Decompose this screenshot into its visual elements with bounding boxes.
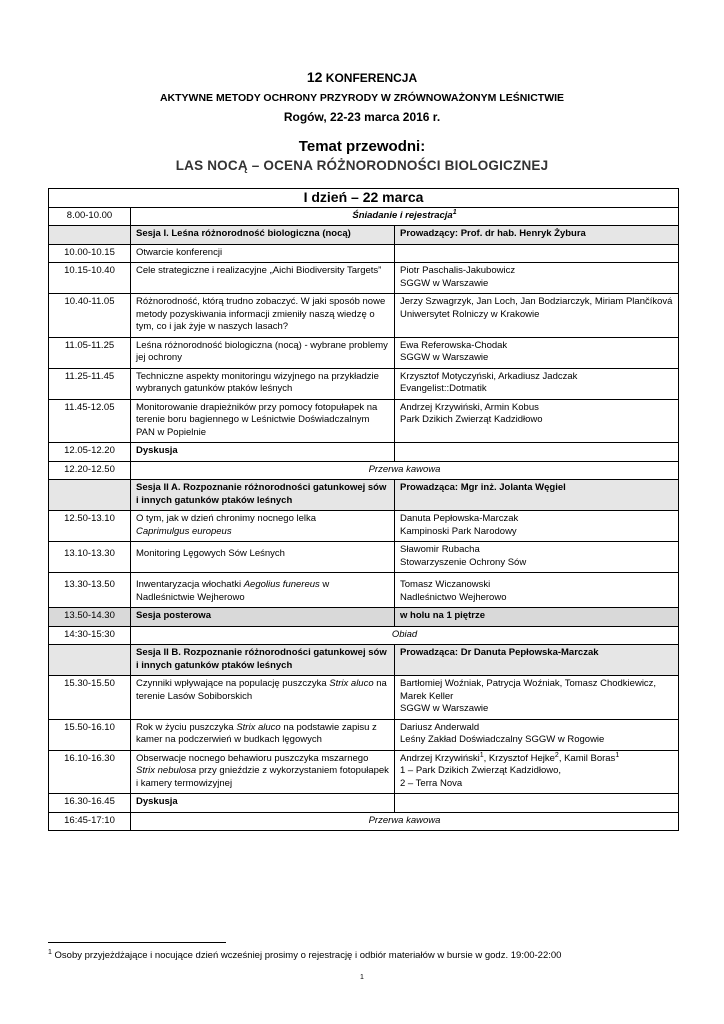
time-cell: 15.30-15.50 [49, 676, 131, 720]
day-title: I dzień – 22 marca [49, 189, 679, 208]
speaker-names: Danuta Pepłowska-Marczak [400, 513, 519, 524]
session-row [49, 645, 679, 676]
speaker-name: Andrzej Krzywiński [400, 752, 480, 764]
time-cell: 11.45-12.05 [49, 399, 131, 443]
time-cell: 15.50-16.10 [49, 719, 131, 750]
talk-title-cell [131, 511, 395, 542]
table-row [49, 461, 679, 480]
table-row [49, 511, 679, 542]
conference-number-line [0, 69, 724, 85]
talk-title: O tym, jak w dzień chronimy nocnego lelka [136, 513, 317, 524]
session-title: Sesja I. Leśna różnorodność biologiczna (nocą) [131, 226, 395, 245]
speaker-cell [395, 368, 679, 399]
time-cell: 8.00-10.00 [49, 207, 131, 226]
species-name: Strix aluco [329, 678, 374, 689]
talk-title-post: na podstawie zapisu z kamer na podczerwień w budkach lęgowych [136, 721, 377, 745]
day-header-row [49, 189, 679, 208]
table-row [49, 443, 679, 462]
footnote-mark: 1 [48, 948, 52, 956]
talk-title: Cele strategiczne i realizacyjne „Aichi Biodiversity Targets” [131, 263, 395, 294]
speaker-names: Dariusz Anderwald [400, 721, 480, 733]
session-host: Prowadząca: Dr Danuta Pepłowska-Marczak [395, 645, 679, 676]
species-name: Aegolius funereus [243, 579, 320, 590]
talk-title: Otwarcie konferencji [131, 244, 395, 263]
talk-title-cell [131, 676, 395, 720]
time-cell: 10.40-11.05 [49, 294, 131, 338]
table-row [49, 542, 679, 573]
session-title: Sesja II B. Rozpoznanie różnorodności gatunkowej sów i innych gatunków ptaków leśnych [131, 645, 395, 676]
speaker-cell [395, 719, 679, 750]
speaker-names [400, 753, 673, 766]
coffee-break-cell: Przerwa kawowa [131, 461, 679, 480]
time-cell: 12.20-12.50 [49, 461, 131, 480]
talk-title-pre: Rok w życiu puszczyka [136, 721, 234, 733]
footnote [48, 950, 561, 961]
theme-label: Temat przewodni: [298, 138, 426, 155]
talk-title-post: przy gnieździe z wykorzystaniem fotopułapek i kamery termowizyjnej [136, 765, 389, 789]
lunch-cell: Obiad [131, 626, 679, 645]
time-cell: 13.30-13.50 [49, 573, 131, 608]
speaker-cell [395, 511, 679, 542]
talk-title: Monitorowanie drapieżników przy pomocy fotopułapek na terenie boru bagiennego w Leśnictwie Doświadczalnym PAN w Popielnie [131, 399, 395, 443]
time-cell: 13.10-13.30 [49, 542, 131, 573]
empty-cell [49, 226, 131, 245]
empty-cell [395, 443, 679, 462]
talk-title: Techniczne aspekty monitoringu wizyjnego na przykładzie wybranych gatunków ptaków leśnych [131, 368, 395, 399]
theme-title: LAS NOCĄ – OCENA RÓŻNORODNOŚCI BIOLOGICZNEJ [175, 158, 549, 173]
footnote-text: Osoby przyjeżdżające i nocujące dzień wcześniej prosimy o rejestrację i odbiór materiałów w bursie w godz. 19:00-22:00 [54, 950, 562, 961]
table-row [49, 368, 679, 399]
speaker-org: Nadleśnictwo Wejherowo [400, 591, 507, 603]
speaker-org: Kampinoski Park Narodowy [400, 525, 517, 537]
session-title: Sesja II A. Rozpoznanie różnorodności gatunkowej sów i innych gatunków ptaków leśnych [131, 480, 395, 511]
talk-title-post: w Nadleśnictwie Wejherowo [136, 579, 330, 603]
time-cell: 16.10-16.30 [49, 750, 131, 794]
affiliation-ref: 1 [615, 751, 620, 759]
table-row [49, 608, 679, 627]
table-row [49, 207, 679, 226]
coffee-break-cell: Przerwa kawowa [131, 812, 679, 831]
speaker-org: Leśny Zakład Doświadczalny SGGW w Rogowie [400, 734, 605, 745]
talk-title-post: na terenie Lasów Sobiborskich [136, 678, 387, 702]
speaker-org: SGGW w Warszawie [400, 277, 489, 289]
speaker-cell [395, 337, 679, 368]
discussion-cell: Dyskusja [131, 794, 395, 813]
table-row [49, 794, 679, 813]
time-cell: 12.05-12.20 [49, 443, 131, 462]
speaker-org: Park Dzikich Zwierząt Kadzidłowo [400, 414, 543, 425]
speaker-names: Tomasz Wiczanowski [400, 579, 491, 590]
table-row [49, 399, 679, 443]
discussion-cell: Dyskusja [131, 443, 395, 462]
speaker-cell [395, 542, 679, 573]
time-cell: 10.00-10.15 [49, 244, 131, 263]
empty-cell [49, 645, 131, 676]
speaker-name: , Kamil Boras [558, 752, 616, 764]
empty-cell [395, 244, 679, 263]
speaker-org: Evangelist::Dotmatik [400, 383, 487, 394]
talk-title-pre: Czynniki wpływające na populację puszczyka [136, 678, 327, 689]
time-cell: 16.30-16.45 [49, 794, 131, 813]
conference-word: KONFERENCJA [325, 71, 418, 85]
page-number: 1 [360, 974, 364, 981]
table-row [49, 719, 679, 750]
speaker-org: SGGW w Warszawie [400, 352, 489, 363]
time-cell: 11.05-11.25 [49, 337, 131, 368]
conference-place-date: Rogów, 22-23 marca 2016 r. [283, 110, 441, 124]
footnote-ref: 1 [452, 208, 457, 216]
speaker-org: Uniwersytet Rolniczy w Krakowie [400, 308, 540, 320]
species-name: Strix aluco [236, 721, 281, 733]
table-row [49, 812, 679, 831]
poster-session-cell: Sesja posterowa [131, 608, 395, 627]
talk-title-cell [131, 573, 395, 608]
breakfast-label: Śniadanie i rejestracja [352, 209, 453, 221]
speaker-cell [395, 263, 679, 294]
empty-cell [49, 480, 131, 511]
speaker-cell [395, 294, 679, 338]
poster-location-cell: w holu na 1 piętrze [395, 608, 679, 627]
time-cell: 16:45-17:10 [49, 812, 131, 831]
speaker-cell [395, 750, 679, 794]
session-host: Prowadzący: Prof. dr hab. Henryk Żybura [395, 226, 679, 245]
time-cell: 11.25-11.45 [49, 368, 131, 399]
table-row [49, 676, 679, 720]
speaker-cell [395, 573, 679, 608]
talk-title: Monitoring Lęgowych Sów Leśnych [131, 542, 395, 573]
session-row [49, 226, 679, 245]
conference-subtitle: AKTYWNE METODY OCHRONY PRZYRODY W ZRÓWNOWAŻONYM LEŚNICTWIE [159, 92, 565, 104]
species-name: Strix nebulosa [136, 765, 197, 776]
table-row [49, 263, 679, 294]
table-row [49, 337, 679, 368]
speaker-cell [395, 399, 679, 443]
programme-table [48, 188, 679, 831]
table-row [49, 244, 679, 263]
speaker-names: Bartłomiej Woźniak, Patrycja Woźniak, Tomasz Chodkiewicz, Marek Keller [400, 678, 657, 702]
affiliation-ref: 1 [479, 751, 484, 759]
speaker-org: Stowarzyszenie Ochrony Sów [400, 556, 527, 568]
speaker-names: Piotr Paschalis-Jakubowicz [400, 265, 516, 276]
footnote-divider [48, 942, 226, 943]
time-cell: 12.50-13.10 [49, 511, 131, 542]
empty-cell [395, 794, 679, 813]
talk-title-cell [131, 750, 395, 794]
talk-title-pre: Obserwacje nocnego behawioru puszczyka mszarnego [136, 752, 369, 764]
talk-title-cell [131, 719, 395, 750]
conference-number: 12 [306, 69, 323, 85]
speaker-names: Jerzy Szwagrzyk, Jan Loch, Jan Bodziarczyk, Miriam Plančíková [400, 296, 673, 307]
speaker-name: , Krzysztof Hejke [483, 752, 555, 764]
breakfast-cell [131, 207, 679, 226]
session-row [49, 480, 679, 511]
affiliation-ref: 2 [554, 751, 559, 759]
table-row [49, 294, 679, 338]
table-row [49, 626, 679, 645]
speaker-names: Andrzej Krzywiński, Armin Kobus [400, 401, 539, 413]
speaker-org: SGGW w Warszawie [400, 703, 489, 714]
speaker-names: Sławomir Rubacha [400, 544, 480, 555]
talk-title: Różnorodność, którą trudno zobaczyć. W jaki sposób nowe metody pozyskiwania informacji zmieniły naszą wiedzę o tym, co i jak żyje w naszych lasach? [131, 294, 395, 338]
talk-title: Leśna różnorodność biologiczna (nocą) - wybrane problemy jej ochrony [131, 337, 395, 368]
time-cell: 13.50-14.30 [49, 608, 131, 627]
speaker-names: Ewa Referowska-Chodak [400, 339, 508, 351]
time-cell: 14:30-15:30 [49, 626, 131, 645]
affiliation-1: 1 – Park Dzikich Zwierząt Kadzidłowo, [400, 765, 562, 776]
species-name: Caprimulgus europeus [136, 525, 232, 537]
speaker-names: Krzysztof Motyczyński, Arkadiusz Jadczak [400, 370, 578, 382]
table-row [49, 573, 679, 608]
affiliation-2: 2 – Terra Nova [400, 777, 463, 789]
time-cell: 10.15-10.40 [49, 263, 131, 294]
speaker-cell [395, 676, 679, 720]
talk-title-pre: Inwentaryzacja włochatki [136, 579, 242, 590]
table-row [49, 750, 679, 794]
session-host: Prowadząca: Mgr inż. Jolanta Węgiel [395, 480, 679, 511]
